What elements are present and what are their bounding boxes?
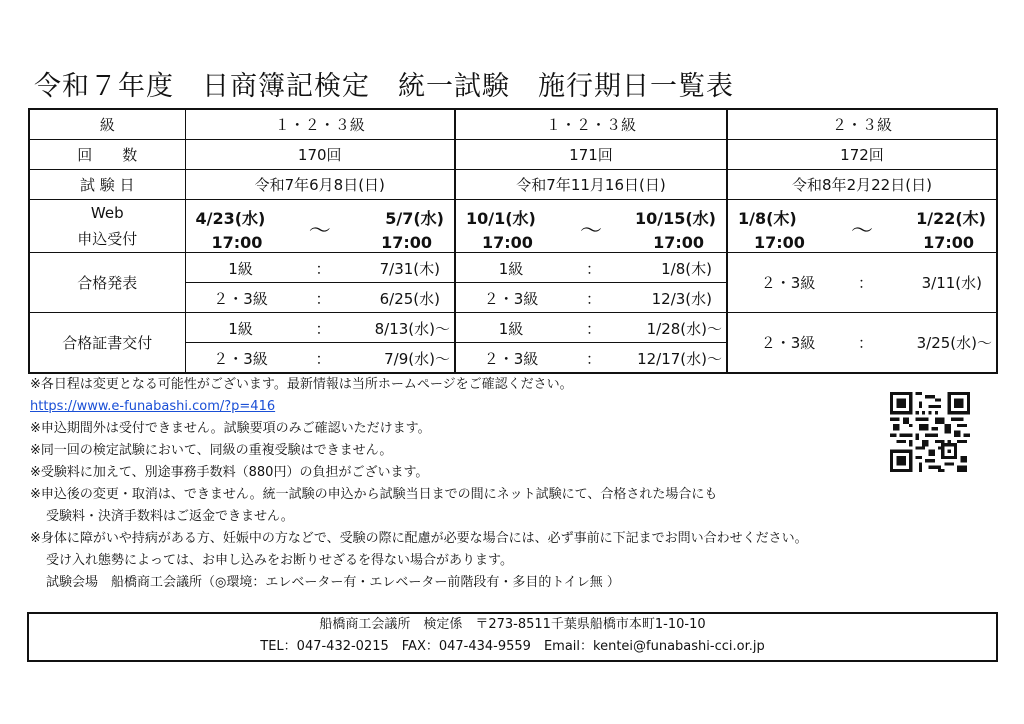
certificate-date: 8/13(水)～ xyxy=(374,320,450,338)
colon: ： xyxy=(858,274,874,292)
colon: ： xyxy=(586,290,602,308)
label-grade: 級 xyxy=(29,109,185,140)
grade-label: ２・3級 xyxy=(760,334,816,352)
note-accommodation-refusal: 受け入れ態勢によっては、お申し込みをお断りせざるを得ない場合があります。 xyxy=(46,553,513,568)
colon: ： xyxy=(315,320,331,338)
cell-cert-171-g23 xyxy=(455,343,727,374)
note-schedule-change: ※各日程は変更となる可能性がございます。最新情報は当所ホームページをご確認ください。 xyxy=(30,377,573,392)
certificate-date: 3/25(水)～ xyxy=(916,334,992,352)
grade-label: 1級 xyxy=(228,320,253,338)
cell-cert-172 xyxy=(727,313,997,374)
cell-session-171: 171回 xyxy=(455,140,727,170)
cell-cert-170-g1 xyxy=(185,313,455,343)
web-start-date: 4/23(水) xyxy=(195,209,266,228)
grade-label: ２・3級 xyxy=(213,290,268,308)
footer-address: 船橋商工会議所 検定係 〒273-8511千葉県船橋市本町1-10-10 xyxy=(319,617,706,632)
certificate-date: 1/28(水)～ xyxy=(646,320,722,338)
cell-exam-date-171: 令和7年11月16日(日) xyxy=(455,170,727,200)
result-date: 6/25(水) xyxy=(379,290,440,308)
grade-label: ２・3級 xyxy=(483,350,539,368)
result-date: 1/8(木) xyxy=(661,260,712,278)
label-certificate: 合格証書交付 xyxy=(29,313,185,374)
colon: ： xyxy=(586,320,602,338)
web-start-date: 1/8(木) xyxy=(738,209,797,228)
result-date: 7/31(木) xyxy=(379,260,440,278)
cell-web-172 xyxy=(727,200,997,253)
cell-grade-170: １・２・３級 xyxy=(185,109,455,140)
cell-web-171 xyxy=(455,200,727,253)
row-result-1 xyxy=(29,253,997,283)
web-start-time: 17:00 xyxy=(754,233,805,252)
tilde: ～ xyxy=(850,219,873,244)
result-date: 3/11(水) xyxy=(921,274,982,292)
certificate-date: 12/17(水)～ xyxy=(637,350,722,368)
colon: ： xyxy=(586,260,602,278)
web-end-time: 17:00 xyxy=(381,233,432,252)
colon: ： xyxy=(315,260,331,278)
page-title: 令和７年度 日商簿記検定 統一試験 施行期日一覧表 xyxy=(34,71,734,102)
grade-label: ２・3級 xyxy=(760,274,816,292)
note-venue: 試験会場 船橋商工会議所（◎環境：エレベーター有・エレベーター前階段有・多目的トイレ無 ） xyxy=(46,575,620,590)
label-session: 回 数 xyxy=(29,140,185,170)
result-date: 12/3(水) xyxy=(651,290,712,308)
cell-cert-171-g1 xyxy=(455,313,727,343)
note-cancel: ※申込後の変更・取消は、できません。統一試験の申込から試験当日までの間にネット試験にて、合格された場合にも xyxy=(30,487,718,502)
certificate-date: 7/9(水)～ xyxy=(384,350,450,368)
note-out-of-period: ※申込期間外は受付できません。試験要項のみご確認いただけます。 xyxy=(30,421,431,436)
web-end-time: 17:00 xyxy=(923,233,974,252)
note-cancel-refund: 受験料・決済手数料はご返金できません。 xyxy=(46,509,294,524)
contact-footer xyxy=(27,612,998,662)
cell-session-172: 172回 xyxy=(727,140,997,170)
cell-result-171-g1 xyxy=(455,253,727,283)
row-exam-date xyxy=(29,170,997,200)
grade-label: 1級 xyxy=(498,320,524,338)
colon: ： xyxy=(858,334,874,352)
grade-label: 1級 xyxy=(498,260,524,278)
note-fee: ※受験料に加えて、別途事務手数料（880円）の負担がございます。 xyxy=(30,465,429,480)
row-session xyxy=(29,140,997,170)
web-end-date: 5/7(水) xyxy=(385,209,444,228)
schedule-table xyxy=(28,108,998,374)
note-accommodation: ※身体に障がいや持病がある方、妊娠中の方などで、受験の際に配慮が必要な場合には、必ず事前に下記までお問い合わせください。 xyxy=(30,531,808,546)
cell-grade-171: １・２・３級 xyxy=(455,109,727,140)
row-grade xyxy=(29,109,997,140)
web-end-date: 1/22(木) xyxy=(916,209,986,228)
web-start-time: 17:00 xyxy=(482,233,533,252)
cell-web-170 xyxy=(185,200,455,253)
row-web-application xyxy=(29,200,997,253)
grade-label: ２・3級 xyxy=(483,290,539,308)
cell-exam-date-172: 令和8年2月22日(日) xyxy=(727,170,997,200)
homepage-link[interactable]: https://www.e-funabashi.com/?p=416 xyxy=(30,399,276,414)
cell-grade-172: ２・３級 xyxy=(727,109,997,140)
footer-contact: TEL：047-432-0215 FAX：047-434-9559 Email：kentei@funabashi-cci.or.jp xyxy=(260,639,765,654)
label-web: Web xyxy=(90,204,124,222)
label-web-application xyxy=(29,200,185,253)
web-end-date: 10/15(水) xyxy=(634,209,716,228)
note-duplicate: ※同一回の検定試験において、同級の重複受験はできません。 xyxy=(30,443,393,458)
tilde: ～ xyxy=(579,219,602,244)
qr-code-icon[interactable] xyxy=(890,392,970,472)
cell-result-170-g1 xyxy=(185,253,455,283)
row-certificate-1 xyxy=(29,313,997,343)
grade-label: ２・3級 xyxy=(213,350,268,368)
tilde: ～ xyxy=(308,219,331,244)
cell-session-170: 170回 xyxy=(185,140,455,170)
label-exam-date: 試 験 日 xyxy=(29,170,185,200)
grade-label: 1級 xyxy=(228,260,253,278)
label-result: 合格発表 xyxy=(29,253,185,313)
colon: ： xyxy=(315,350,331,368)
colon: ： xyxy=(586,350,602,368)
cell-result-170-g23 xyxy=(185,283,455,313)
label-application: 申込受付 xyxy=(77,230,138,248)
notes xyxy=(30,374,808,594)
web-end-time: 17:00 xyxy=(653,233,704,252)
cell-exam-date-170: 令和7年6月8日(日) xyxy=(185,170,455,200)
colon: ： xyxy=(315,290,331,308)
cell-result-172 xyxy=(727,253,997,313)
web-start-time: 17:00 xyxy=(211,233,263,252)
cell-result-171-g23 xyxy=(455,283,727,313)
cell-cert-170-g23 xyxy=(185,343,455,374)
web-start-date: 10/1(水) xyxy=(466,209,536,228)
